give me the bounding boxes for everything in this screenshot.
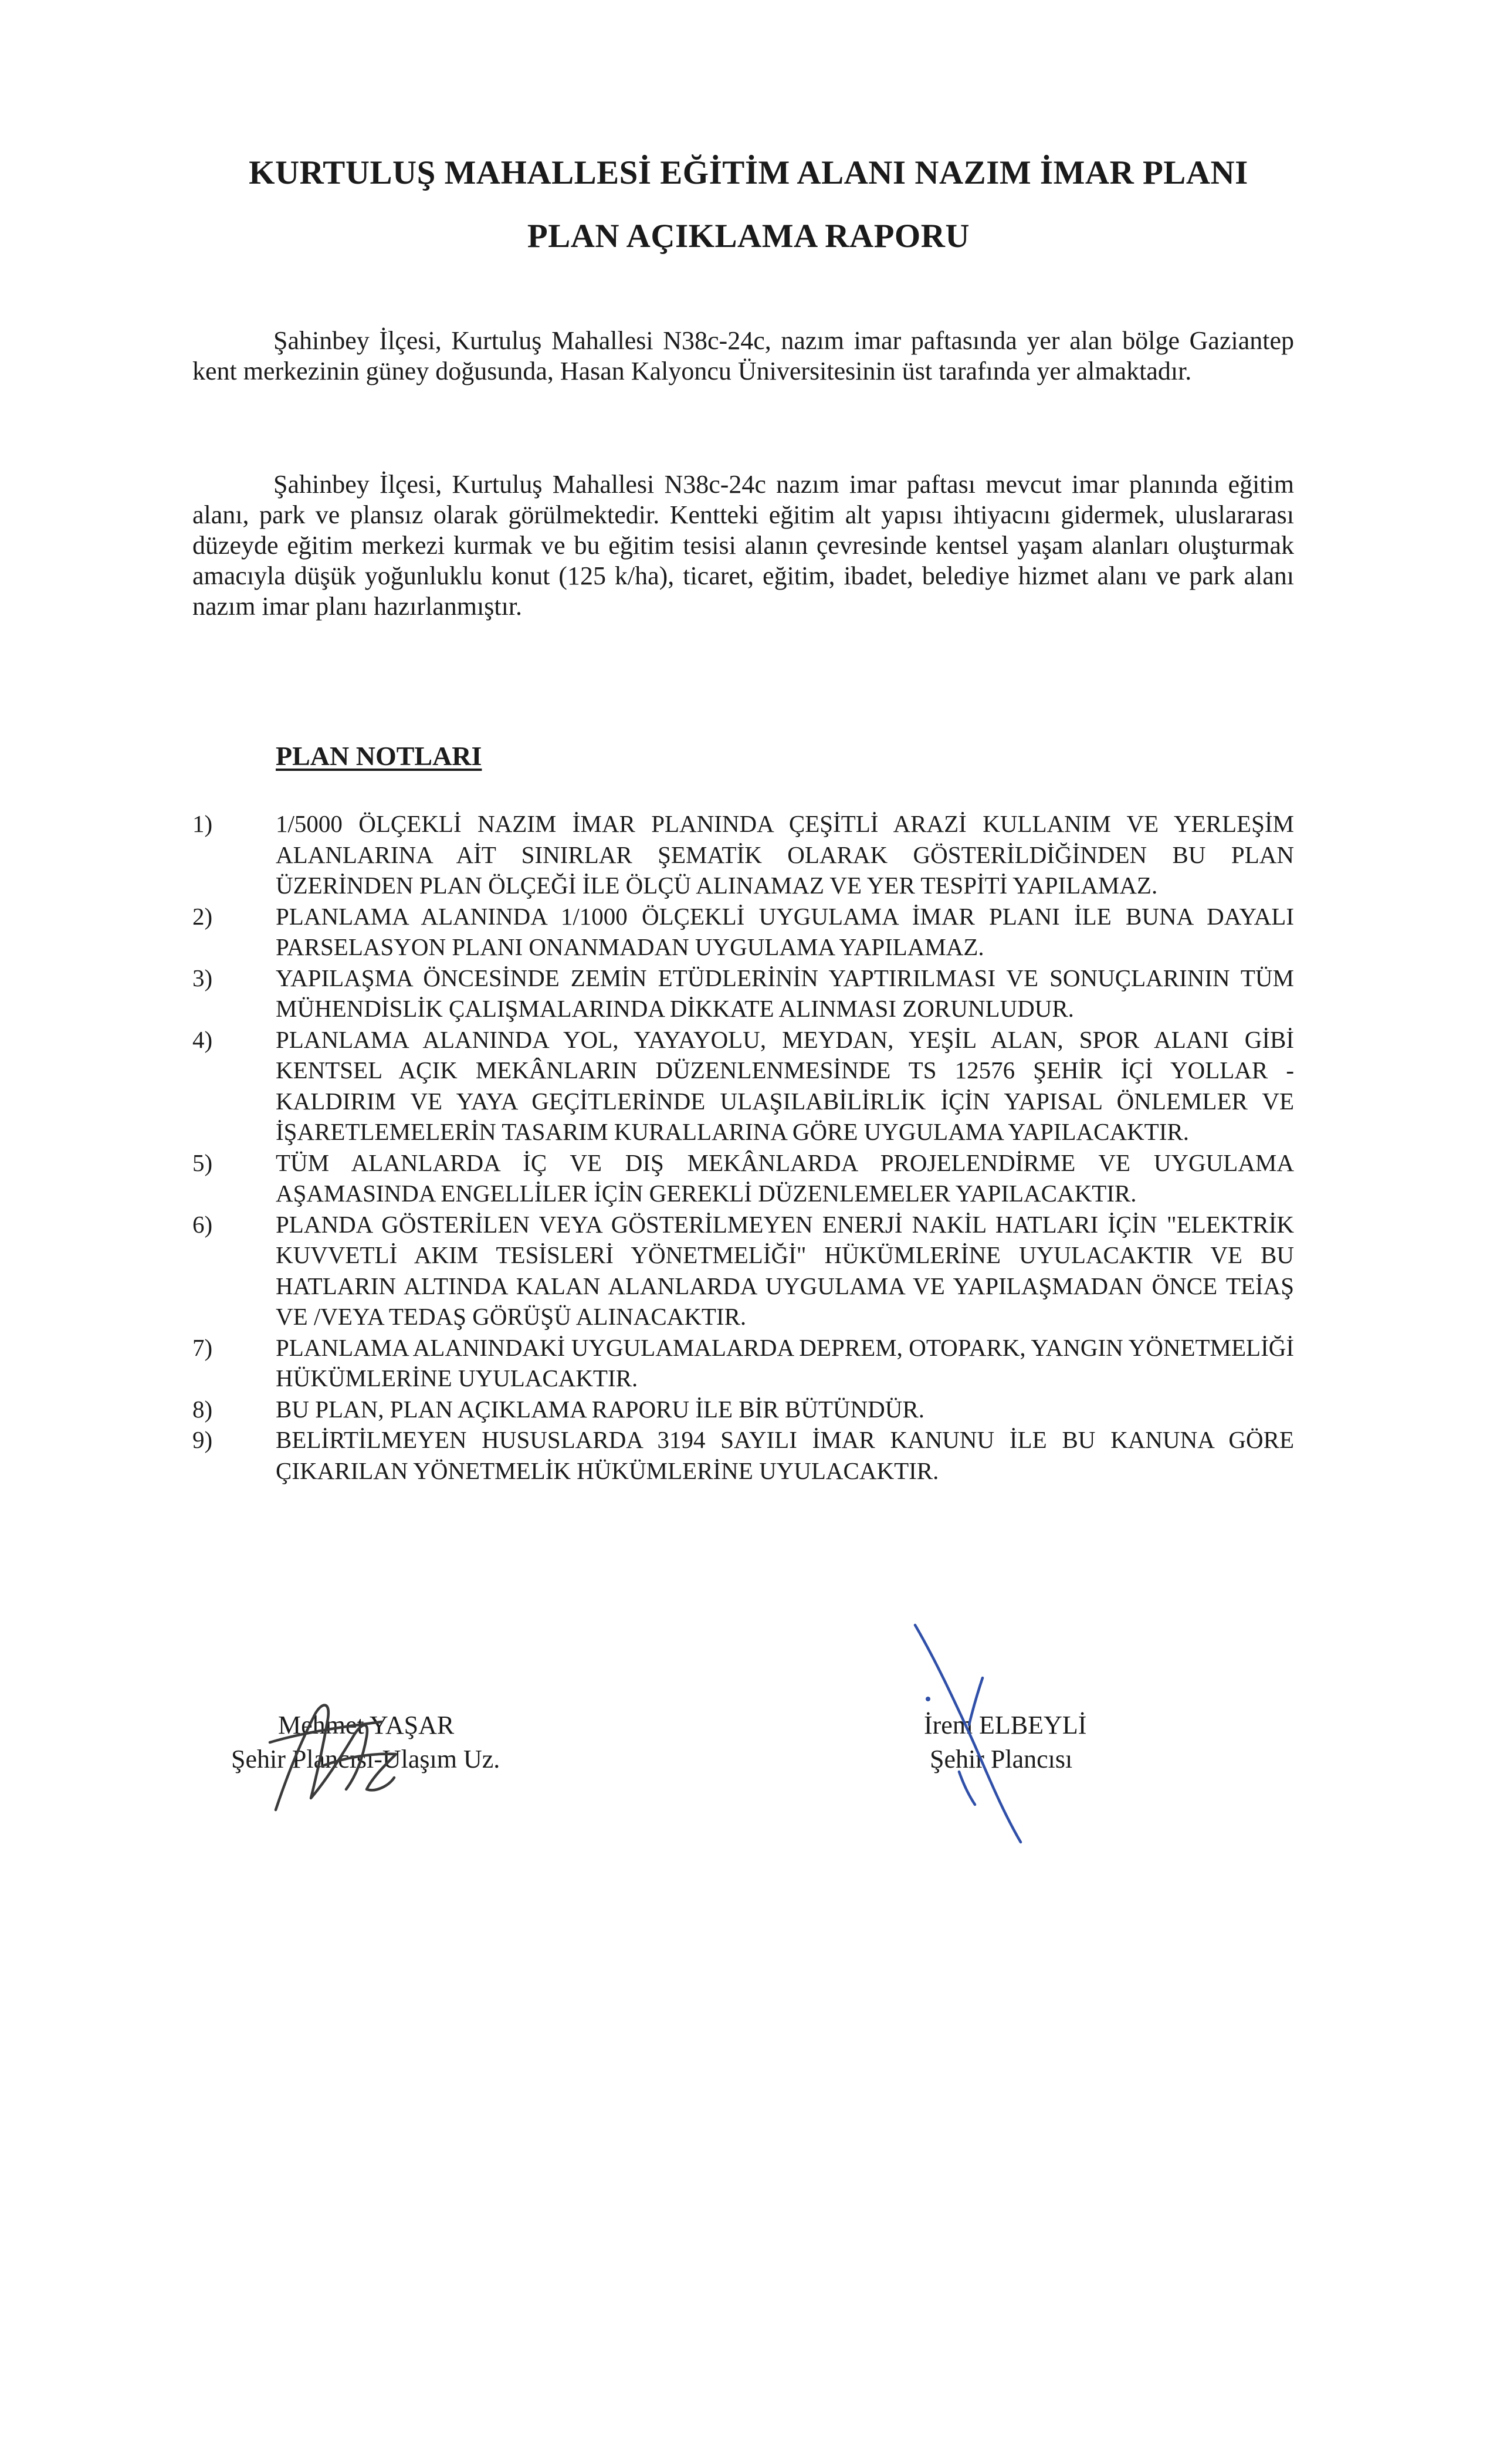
plan-note-text: PLANLAMA ALANINDA YOL, YAYAYOLU, MEYDAN, YEŞİL ALAN, SPOR ALANI GİBİ KENTSEL AÇIK MEKÂNLARIN DÜZENLENMESİNDE TS 12576 ŞEHİR İÇİ YOLLAR - KALDIRIM VE YAYA GEÇİTLERİNDE ULAŞILABİLİRLİK İÇİN YAPISAL ÖNLEMLER VE İŞARETLEMELERİN TASARIM KURALLARINA GÖRE UYGULAMA YAPILACAKTIR. bbox=[276, 1025, 1294, 1145]
plan-note bbox=[192, 901, 1294, 963]
plan-note-number: 4) bbox=[192, 1025, 213, 1053]
plan-note-text: BELİRTİLMEYEN HUSUSLARDA 3194 SAYILI İMAR KANUNU İLE BU KANUNA GÖRE ÇIKARILAN YÖNETMELİK HÜKÜMLERİNE UYULACAKTIR. bbox=[276, 1426, 1294, 1484]
plan-note bbox=[192, 1394, 1294, 1425]
plan-note-text: PLANDA GÖSTERİLEN VEYA GÖSTERİLMEYEN ENERJİ NAKİL HATLARI İÇİN "ELEKTRİK KUVVETLİ AKIM TESİSLERİ YÖNETMELİĞİ" HÜKÜMLERİNE UYULACAKTIR VE BU HATLARIN ALTINDA KALAN ALANLARDA UYGULAMA VE YAPILAŞMADAN ÖNCE TEİAŞ VE /VEYA TEDAŞ GÖRÜŞÜ ALINACAKTIR. bbox=[276, 1210, 1294, 1330]
plan-note-number: 6) bbox=[192, 1210, 213, 1238]
plan-note-number: 9) bbox=[192, 1426, 213, 1453]
signatory-right bbox=[924, 1708, 1086, 1776]
signatory-right-role: Şehir Plancısı bbox=[930, 1745, 1073, 1773]
document-title: KURTULUŞ MAHALLESİ EĞİTİM ALANI NAZIM İMAR PLANI bbox=[249, 154, 1248, 191]
plan-note-text: TÜM ALANLARDA İÇ VE DIŞ MEKÂNLARDA PROJELENDİRME VE UYGULAMA AŞAMASINDA ENGELLİLER İÇİN GEREKLİ DÜZENLEMELER YAPILACAKTIR. bbox=[276, 1149, 1294, 1207]
intro-paragraph-2: Şahinbey İlçesi, Kurtuluş Mahallesi N38c-24c nazım imar paftası mevcut imar planında eğitim alanı, park ve plansız olarak görülmektedir. Kentteki eğitim alt yapısı ihtiyacını gidermek, uluslararası düzeyde eğitim merkezi kurmak ve bu eğitim tesisi alanın çevresinde kentsel yaşam alanları oluşturmak amacıyla düşük yoğunluklu konut (125 k/ha), ticaret, eğitim, ibadet, belediye hizmet alanı ve park alanı nazım imar planı hazırlanmıştır. bbox=[192, 470, 1294, 621]
plan-note bbox=[192, 1148, 1294, 1209]
plan-note-number: 2) bbox=[192, 902, 213, 930]
plan-note-number: 5) bbox=[192, 1149, 213, 1176]
plan-note-number: 8) bbox=[192, 1395, 213, 1423]
plan-note bbox=[192, 963, 1294, 1024]
plan-note-text: PLANLAMA ALANINDA 1/1000 ÖLÇEKLİ UYGULAMA İMAR PLANI İLE BUNA DAYALI PARSELASYON PLANI ONANMADAN UYGULAMA YAPILAMAZ. bbox=[276, 902, 1294, 960]
signatory-right-name: İrem ELBEYLİ bbox=[924, 1711, 1087, 1739]
plan-note-number: 3) bbox=[192, 964, 213, 991]
signatory-left-role: Şehir Plancısı-Ulaşım Uz. bbox=[231, 1745, 500, 1773]
signatory-left bbox=[231, 1708, 500, 1776]
plan-notes-list bbox=[192, 808, 1294, 1486]
plan-note-text: PLANLAMA ALANINDAKİ UYGULAMALARDA DEPREM, OTOPARK, YANGIN YÖNETMELİĞİ HÜKÜMLERİNE UYULACAKTIR. bbox=[276, 1333, 1294, 1392]
plan-note bbox=[192, 808, 1294, 901]
plan-note-text: BU PLAN, PLAN AÇIKLAMA RAPORU İLE BİR BÜTÜNDÜR. bbox=[276, 1395, 924, 1423]
intro-paragraph-1: Şahinbey İlçesi, Kurtuluş Mahallesi N38c-24c, nazım imar paftasında yer alan bölge Gaziantep kent merkezinin güney doğusunda, Hasan Kalyoncu Üniversitesinin üst tarafında yer almaktadır. bbox=[192, 326, 1294, 385]
signature-dot bbox=[926, 1697, 930, 1701]
plan-note-number: 7) bbox=[192, 1333, 213, 1361]
plan-note bbox=[192, 1332, 1294, 1394]
plan-note-number: 1) bbox=[192, 810, 213, 837]
plan-note bbox=[192, 1209, 1294, 1332]
plan-note bbox=[192, 1424, 1294, 1486]
plan-note-text: YAPILAŞMA ÖNCESİNDE ZEMİN ETÜDLERİNİN YAPTIRILMASI VE SONUÇLARININ TÜM MÜHENDİSLİK ÇALIŞMALARINDA DİKKATE ALINMASI ZORUNLUDUR. bbox=[276, 964, 1294, 1022]
document-subtitle: PLAN AÇIKLAMA RAPORU bbox=[527, 218, 970, 255]
plan-note bbox=[192, 1024, 1294, 1148]
plan-notes-heading: PLAN NOTLARI bbox=[276, 741, 482, 771]
plan-note-text: 1/5000 ÖLÇEKLİ NAZIM İMAR PLANINDA ÇEŞİTLİ ARAZİ KULLANIM VE YERLEŞİM ALANLARINA AİT SINIRLAR ŞEMATİK OLARAK GÖSTERİLDİĞİNDEN BU PLAN ÜZERİNDEN PLAN ÖLÇEĞİ İLE ÖLÇÜ ALINAMAZ VE YER TESPİTİ YAPILAMAZ. bbox=[276, 810, 1294, 899]
signatory-left-name: Mehmet YAŞAR bbox=[278, 1711, 455, 1739]
